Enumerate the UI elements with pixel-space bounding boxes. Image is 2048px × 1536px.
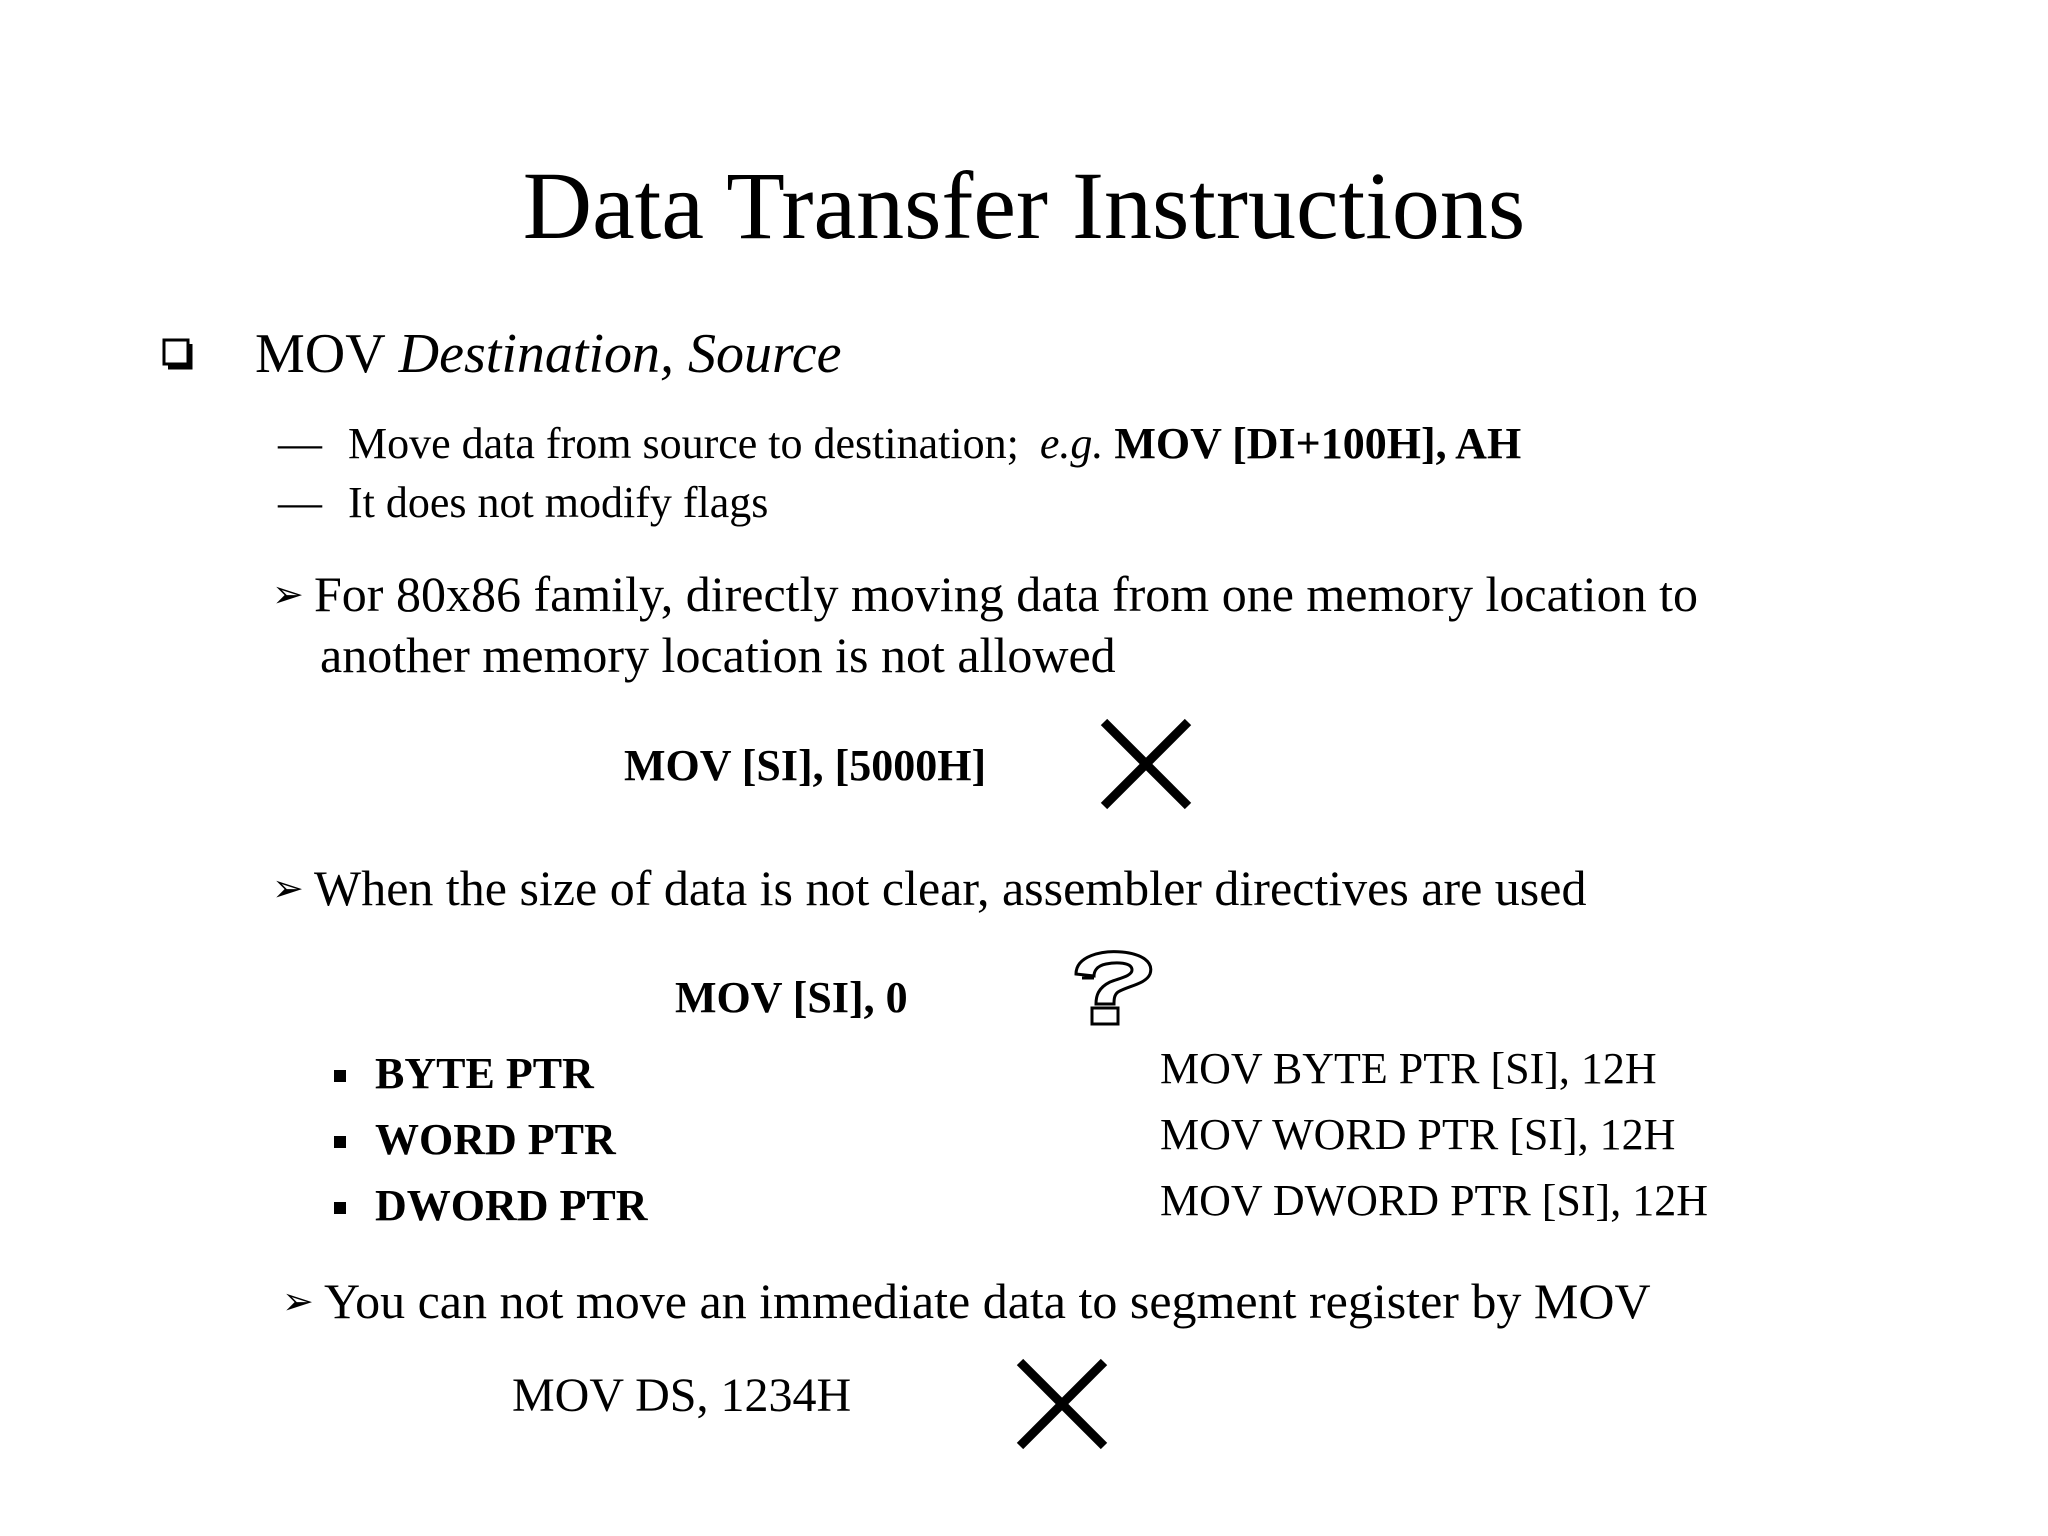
point-text: You can not move an immediate data to segment register by MOV [324,1273,1651,1329]
sub-point-flags [278,479,768,527]
square-bullet-icon [334,1136,346,1148]
sub-point-move [278,420,1521,468]
invalid-segment-mov-code: MOV DS, 1234H [512,1369,852,1422]
point-line1: For 80x86 family, directly moving data from one memory location to [314,566,1698,622]
square-bullet-icon [162,338,194,370]
byte-ptr-label: BYTE PTR [375,1049,594,1098]
dash-icon: — [278,419,322,468]
mov-keyword: MOV [255,323,385,385]
ambiguous-mov-code: MOV [SI], 0 [675,973,908,1022]
slide-title: Data Transfer Instructions [522,152,1526,259]
invalid-cross-icon [1098,716,1194,812]
word-ptr-label: WORD PTR [375,1115,616,1164]
dword-ptr-example: MOV DWORD PTR [SI], 12H [1160,1176,1708,1225]
sub-point-text: It does not modify flags [348,478,769,527]
dword-ptr-label: DWORD PTR [375,1181,648,1230]
mov-args: Destination, Source [398,323,842,385]
arrow-bullet-icon: ➢ [282,1279,314,1323]
dash-icon: — [278,478,322,527]
byte-ptr-example: MOV BYTE PTR [SI], 12H [1160,1044,1657,1093]
question-mark-icon [1062,948,1158,1028]
square-bullet-icon [334,1070,346,1082]
point-segment-register [282,1271,1651,1332]
mov-heading [255,324,841,386]
sub-point-text: Move data from source to destination; [348,419,1019,468]
invalid-cross-icon [1014,1356,1110,1452]
point-text: When the size of data is not clear, assembler directives are used [314,860,1587,916]
word-ptr-example: MOV WORD PTR [SI], 12H [1160,1110,1676,1159]
invalid-mov-code: MOV [SI], [5000H] [624,741,987,790]
point-size-unclear [272,858,1586,919]
arrow-bullet-icon: ➢ [272,866,304,910]
point-line2: another memory location is not allowed [320,627,1116,683]
point-memory-to-memory [272,564,1832,625]
mov-example: MOV [DI+100H], AH [1114,419,1522,468]
arrow-bullet-icon: ➢ [272,572,304,616]
square-bullet-icon [334,1202,346,1214]
eg-label: e.g. [1039,419,1104,468]
